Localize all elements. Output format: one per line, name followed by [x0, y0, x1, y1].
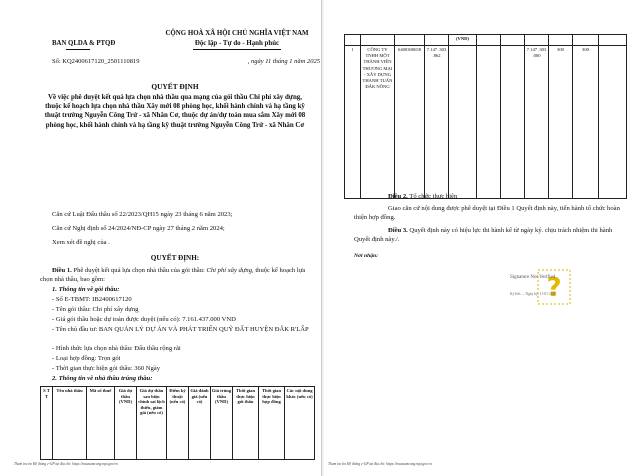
- unit-header: (VND): [449, 35, 477, 46]
- cell-bid-price: 7.147 .303 .862: [425, 46, 449, 199]
- organization-underline: [66, 49, 90, 50]
- header-contract-duration: Thời gian thực hiện hợp đồng: [259, 387, 285, 460]
- section-1-title: 1. Thông tin về gói thầu:: [52, 286, 120, 293]
- cell-adjusted-price: [449, 46, 477, 199]
- header-contractor: Tên nhà thầu: [53, 387, 87, 460]
- cell-tax-code: 6400300658: [395, 46, 425, 199]
- legal-basis-2: Căn cứ Nghị định số 24/2024/NĐ-CP ngày 27 tháng 2 năm 2024;: [52, 225, 225, 232]
- article-1-text: Phê duyệt kết quả lựa chọn nhà thầu của gói thầu:: [71, 267, 207, 274]
- national-motto: Độc lập - Tự do - Hạnh phúc: [194, 40, 280, 47]
- national-title: CỘNG HOÀ XÃ HỘI CHỦ NGHĨA VIỆT NAM: [165, 30, 309, 37]
- header-adjusted-price: Giá dự thầu sau hiệu chỉnh sai lệch thiếu, giảm giá (nếu có): [137, 387, 167, 460]
- organization-name: BAN QLDA & PTQĐ: [52, 40, 116, 47]
- cell-award-price: 7.147 .303 .000: [525, 46, 549, 199]
- selection-form: - Hình thức lựa chọn nhà thầu: Đấu thầu rộng rãi: [52, 345, 181, 352]
- signature-date: Ký bởi: ... Ngày ký: 11-01-2025: [510, 292, 557, 296]
- svg-text:?: ?: [546, 273, 562, 303]
- cell-other: [599, 46, 627, 199]
- decide-heading: QUYẾT ĐỊNH:: [150, 254, 200, 262]
- header-award-price: Giá trúng thầu (VND): [211, 387, 233, 460]
- header-tax-code: Mã số thuế: [87, 387, 115, 460]
- winning-bidder-table-header: [40, 386, 315, 460]
- package-duration: - Thời gian thực hiện gói thầu: 360 Ngày: [52, 365, 161, 372]
- cell-tech-score: [477, 46, 501, 199]
- article-3-text: Quyết định này có hiệu lực thi hành kể từ ngày ký. chịu trách nhiệm thi hành Quyết định này./.: [354, 227, 613, 243]
- table-row: [345, 46, 627, 199]
- header-bid-price: Giá dự thầu (VND): [115, 387, 137, 460]
- motto-underline: [193, 49, 281, 50]
- investor-name: - Tên chủ đầu tư: BAN QUẢN LÝ DỰ ÁN VÀ PHÁT TRIỂN QUỸ ĐẤT HUYỆN ĐẮK R'LẤP: [52, 326, 309, 333]
- signature-stamp-icon: [524, 268, 584, 306]
- article-2-heading: [354, 192, 626, 201]
- header-eval-price: Giá đánh giá (nếu có): [189, 387, 211, 460]
- article-1: [40, 266, 314, 284]
- cell-package-duration: 300: [549, 46, 573, 199]
- cell-contractor: CÔNG TY TNHH MỘT THÀNH VIÊN THƯƠNG MẠI - XÂY DỰNG THANH TUẤN ĐẮK NÔNG: [361, 46, 395, 199]
- legal-basis-1: Căn cứ Luật Đấu thầu số 22/2023/QH15 ngày 23 tháng 6 năm 2023;: [52, 211, 233, 218]
- document-number: Số: KQ2400617120_2501110819: [52, 58, 140, 65]
- etbmt-number: - Số E-TBMT: IB2400617120: [52, 296, 132, 303]
- article-2-label: Điều 2.: [388, 193, 408, 200]
- article-1-label: Điều 1.: [52, 267, 72, 274]
- date-line: , ngày 11 tháng 1 năm 2025: [247, 58, 320, 65]
- decision-title: QUYẾT ĐỊNH: [151, 82, 199, 91]
- winning-bidder-table-continued: [344, 34, 627, 199]
- recipients-label: Nơi nhận:: [354, 253, 378, 259]
- article-1-package: Chi phí xây dựng: [206, 267, 253, 274]
- signature-status: Signature Not Verified: [510, 275, 556, 280]
- header-stt: S T T: [41, 387, 53, 460]
- left-footer: Tham tra tin Hệ thống e-GP tại địa chỉ: https://muasamcong.mpi.gov.vn: [14, 462, 118, 466]
- cell-stt: 1: [345, 46, 361, 199]
- article-3: [354, 226, 626, 244]
- section-2-title: 2. Thông tin về nhà thầu trúng thầu:: [52, 375, 153, 382]
- package-name: - Tên gói thầu: Chi phí xây dựng: [52, 306, 139, 313]
- contract-type: - Loại hợp đồng: Trọn gói: [52, 355, 121, 362]
- article-1-rest: , thuộc kế hoạch lựa chọn nhà thầu, bao gồm:: [40, 267, 306, 283]
- header-other: Các nội dung khác (nếu có): [285, 387, 315, 460]
- cell-contract-duration: 300: [573, 46, 599, 199]
- legal-basis-3: Xem xét đề nghị của .: [52, 239, 110, 246]
- package-price: - Giá gói thầu hoặc dự toán được duyệt (nếu có): 7.161.437.000 VND: [52, 316, 236, 323]
- cell-eval-price: [501, 46, 525, 199]
- header-package-duration: Thời gian thực hiện gói thầu: [233, 387, 259, 460]
- right-footer: Tham tra tin Hệ thống e-GP tại địa chỉ: https://muasamcong.mpi.gov.vn: [328, 462, 432, 466]
- article-3-label: Điều 3.: [388, 227, 408, 234]
- article-2-title: Tổ chức thực hiện: [407, 193, 458, 200]
- right-page: [324, 0, 640, 476]
- article-2-text: Giao căn cứ nội dung được phê duyệt tại Điều 1 Quyết định này, tiến hành tổ chức hoàn thiện hợp đồng.: [354, 205, 620, 221]
- decision-subject: Về việc phê duyệt kết quả lựa chọn nhà thầu qua mạng của gói thầu Chi phí xây dựng, thuộc kế hoạch lựa chọn nhà thầu Xây mới 08 phòng học, khối hành chính và hạ tầng kỹ thuật trường Nguyễn Công Trứ - xã Nhân Cơ, thuộc dự án/dự toán mua sắm Xây mới 08 phòng học, khối hành chính và hạ tầng kỹ thuật trường Nguyễn Công Trứ - xã Nhân Cơ: [44, 94, 306, 129]
- header-tech-score: Điểm kỹ thuật (nếu có): [167, 387, 189, 460]
